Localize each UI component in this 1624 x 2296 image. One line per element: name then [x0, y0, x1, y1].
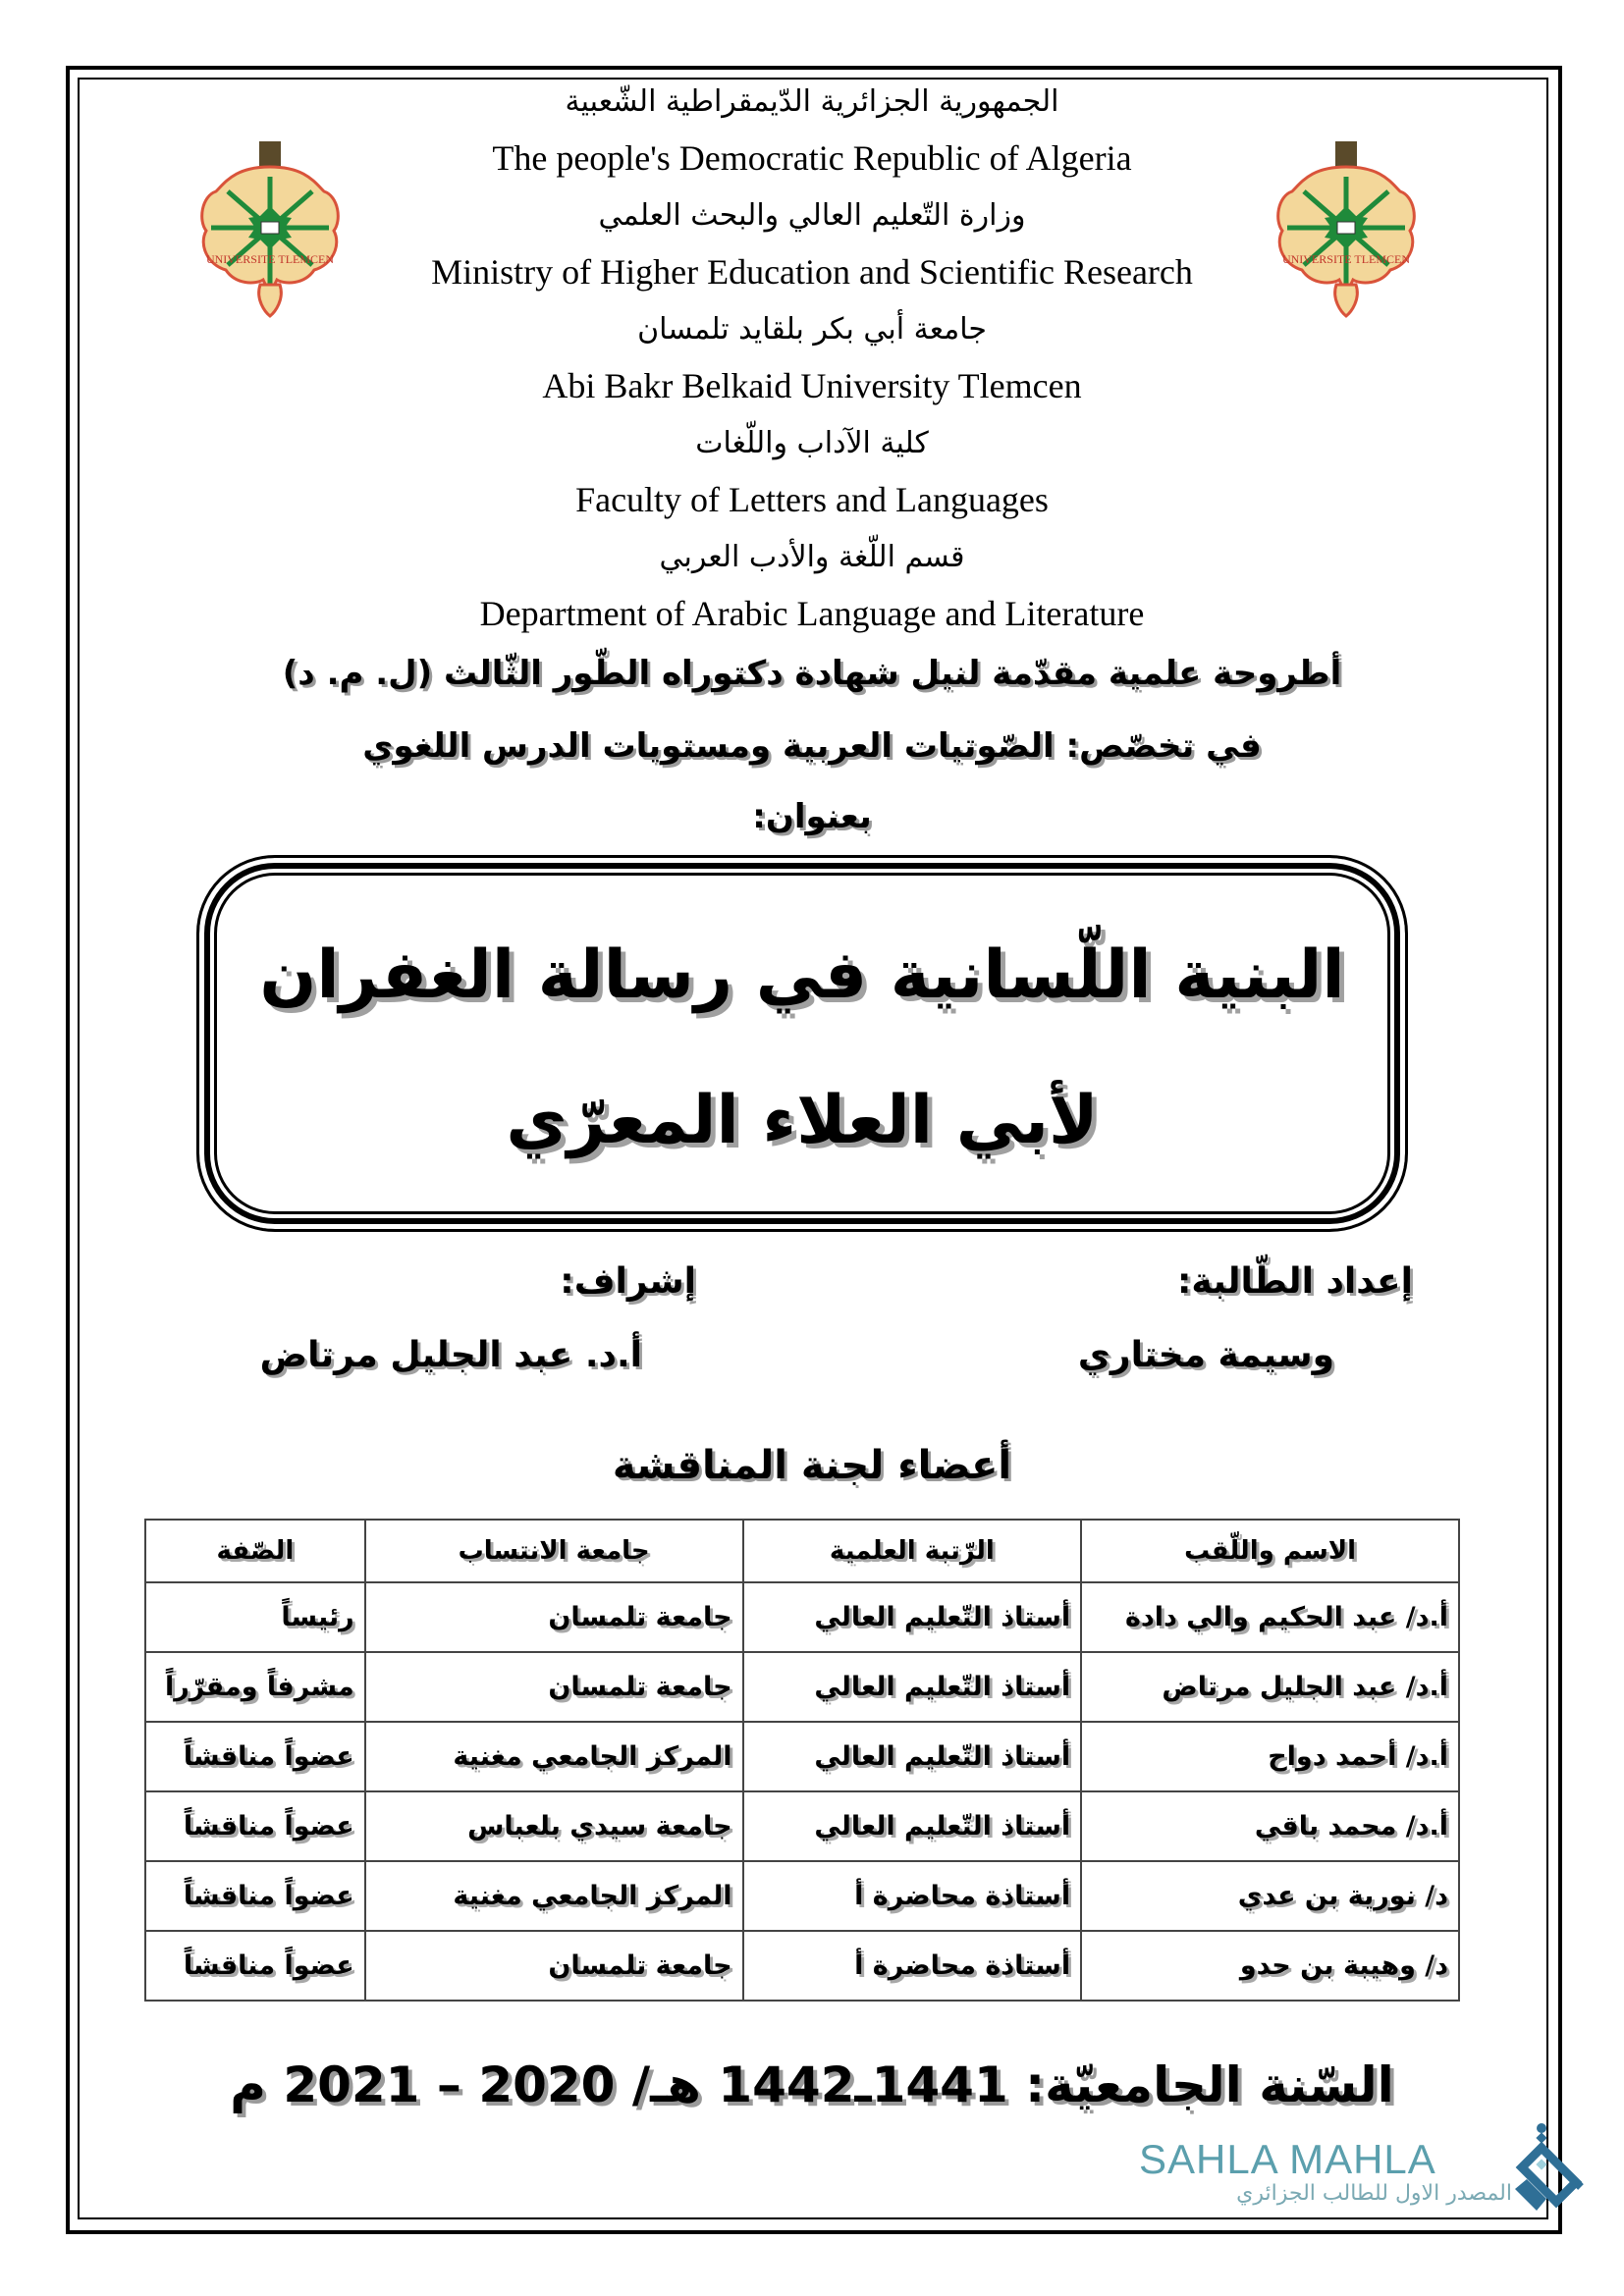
member-rank: أستاذ التّعليم العالي: [743, 1722, 1082, 1791]
committee-header-row: [145, 1520, 1459, 1582]
faculty-arabic: كلية الآداب واللّغات: [695, 426, 929, 460]
committee-table: [144, 1519, 1460, 2002]
supervisor-label: إشراف:: [560, 1261, 696, 1302]
member-role: عضواً مناقشاً: [145, 1861, 365, 1931]
supervisor-name: أ.د. عبد الجليل مرتاض: [259, 1335, 642, 1375]
member-role: عضواً مناقشاً: [145, 1931, 365, 2001]
university-english: Abi Bakr Belkaid University Tlemcen: [542, 366, 1082, 405]
member-rank: أستاذ التّعليم العالي: [743, 1652, 1082, 1722]
column-header-role: الصّفة: [145, 1520, 365, 1582]
member-name: أ.د/ أحمد دواح: [1081, 1722, 1459, 1791]
member-name: د/ وهيبة بن حدو: [1081, 1931, 1459, 2001]
svg-text:UNIVERSITE TLEMCEN: UNIVERSITE TLEMCEN: [205, 252, 335, 266]
member-university: جامعة تلمسان: [365, 1652, 743, 1722]
member-rank: أستاذ التّعليم العالي: [743, 1791, 1082, 1861]
republic-arabic: الجمهورية الجزائرية الدّيمقراطية الشّعبية: [565, 84, 1059, 119]
titled-label: بعنوان:: [752, 797, 872, 836]
svg-text:UNIVERSITE TLEMCEN: UNIVERSITE TLEMCEN: [1281, 252, 1411, 266]
committee-heading: أعضاء لجنة المناقشة: [612, 1443, 1012, 1488]
table-row: [145, 1861, 1459, 1931]
member-university: جامعة سيدي بلعباس: [365, 1791, 743, 1861]
thesis-title-line2: لأبي العلاء المعرّي: [506, 1082, 1099, 1159]
column-header-name: الاسم واللّقب: [1081, 1520, 1459, 1582]
university-arabic: جامعة أبي بكر بلقايد تلمسان: [637, 312, 987, 347]
ministry-arabic: وزارة التّعليم العالي والبحث العلمي: [598, 198, 1026, 233]
member-name: أ.د/ محمد باقي: [1081, 1791, 1459, 1861]
specialty-line: في تخصّص: الصّوتيات العربية ومستويات الدرس اللغوي: [362, 726, 1262, 766]
thesis-title-line1: البنية اللّسانية في رسالة الغفران: [259, 936, 1345, 1014]
member-role: عضواً مناقشاً: [145, 1722, 365, 1791]
member-name: أ.د/ عبد الحكيم والي دادة: [1081, 1582, 1459, 1652]
faculty-english: Faculty of Letters and Languages: [575, 480, 1049, 519]
table-row: [145, 1722, 1459, 1791]
member-name: د/ نورية بن عدي: [1081, 1861, 1459, 1931]
sahla-mahla-logo-icon: [1507, 2120, 1596, 2218]
degree-line: أطروحة علمية مقدّمة لنيل شهادة دكتوراه الطّور الثّالث (ل. م. د): [282, 654, 1342, 693]
column-header-rank: الرّتبة العلمية: [743, 1520, 1082, 1582]
department-arabic: قسم اللّغة والأدب العربي: [659, 540, 965, 574]
member-university: المركز الجامعي مغنية: [365, 1861, 743, 1931]
ministry-english: Ministry of Higher Education and Scientific Research: [431, 252, 1193, 292]
column-header-university: جامعة الانتساب: [365, 1520, 743, 1582]
student-label: إعداد الطّالبة:: [1177, 1261, 1413, 1302]
member-university: المركز الجامعي مغنية: [365, 1722, 743, 1791]
student-name: وسيمة مختاري: [1077, 1335, 1334, 1375]
member-role: مشرفاً ومقرّراً: [145, 1652, 365, 1722]
member-name: أ.د/ عبد الجليل مرتاض: [1081, 1652, 1459, 1722]
table-row: [145, 1931, 1459, 2001]
table-row: [145, 1582, 1459, 1652]
thesis-title-box: [196, 855, 1408, 1232]
watermark-brand: SAHLA MAHLA: [1139, 2136, 1436, 2182]
academic-year: السّنة الجامعيّة: 1441ـ1442 هـ/ 2020 – 2021 م: [230, 2056, 1394, 2113]
member-role: رئيساً: [145, 1582, 365, 1652]
member-rank: أستاذة محاضرة أ: [743, 1861, 1082, 1931]
watermark-tagline: المصدر الاول للطالب الجزائري: [1236, 2181, 1512, 2206]
member-rank: أستاذ التّعليم العالي: [743, 1582, 1082, 1652]
table-row: [145, 1652, 1459, 1722]
member-university: جامعة تلمسان: [365, 1931, 743, 2001]
member-rank: أستاذة محاضرة أ: [743, 1931, 1082, 2001]
table-row: [145, 1791, 1459, 1861]
member-university: جامعة تلمسان: [365, 1582, 743, 1652]
department-english: Department of Arabic Language and Literature: [479, 594, 1145, 633]
republic-english: The people's Democratic Republic of Algeria: [492, 138, 1132, 178]
member-role: عضواً مناقشاً: [145, 1791, 365, 1861]
